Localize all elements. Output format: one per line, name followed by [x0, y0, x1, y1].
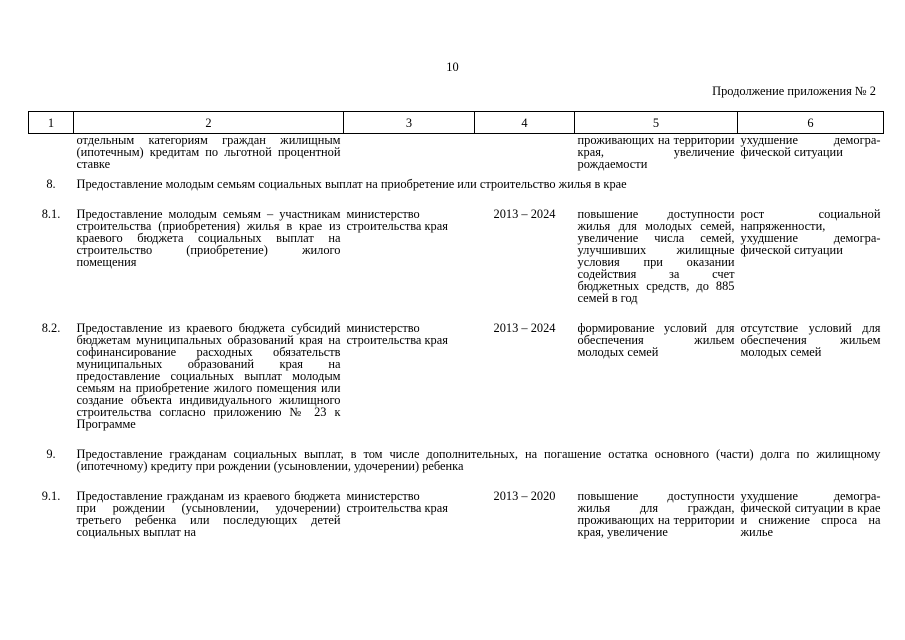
program-table: [28, 111, 884, 538]
section-row: [29, 448, 884, 472]
row-description: Предоставление гражданам из краевого бюджета при рождении (усыновлении, удочерении) третьего ребенка или последующих детей социальных выплат на: [76, 489, 341, 539]
row-result: повышение доступности жилья для молодых семей, увеличение числа семей, улучшивших жилищные условия при оказании содействия за счет бюджетных средств, до 885 семей в год: [577, 207, 735, 305]
table-row: [29, 490, 884, 538]
row-years: 2013 – 2024: [493, 207, 556, 221]
continuation-label: Продолжение приложения № 2: [712, 84, 876, 98]
row-years: 2013 – 2024: [493, 321, 556, 335]
row-number: 9.1.: [41, 489, 61, 503]
table-row: [29, 208, 884, 304]
page-number: 10: [446, 60, 459, 74]
row-consequence: рост социальной напряженности, ухудшение демографической ситуации: [740, 207, 881, 257]
row-result: повышение доступности жилья для граждан, проживающих на территории края, увеличение: [577, 489, 735, 539]
header-col-6: 6: [738, 112, 884, 134]
row-consequence: отсутствие условий для обеспечения жильем молодых семей: [740, 321, 881, 359]
row-executor: [344, 134, 475, 171]
row-description: Предоставление молодым семьям – участникам строительства (приобретения) жилья в крае из краевого бюджета социальных выплат на строительство (приобретение) жилого помещения: [76, 207, 341, 269]
table-row: [29, 134, 884, 171]
section-number: 8.: [46, 177, 56, 191]
row-description: отдельным категориям граждан жилищным (ипотечным) кредитам по льготной процентной ставке: [76, 133, 341, 171]
row-description: Предоставление из краевого бюджета субсидий бюджетам муниципальных образований края на софинансирование расходных обязательств муниципальных образований края на предоставление социальных выплат молодым семьям на приобретение жилого помещения или создание объекта индивидуального жилищного строительства согласно приложению № 23 к Программе: [76, 321, 341, 431]
section-title: Предоставление гражданам социальных выплат, в том числе дополнительных, на погашение остатка основного (части) долга по жилищному (ипотечному) кредиту при рождении (усыновлении, удочерении) ребенка: [76, 447, 881, 473]
section-number: 9.: [46, 447, 56, 461]
table-row: [29, 322, 884, 430]
section-row: [29, 178, 884, 190]
row-years: 2013 – 2020: [493, 489, 556, 503]
row-consequence: ухудшение демографической ситуации в крае и снижение спроса на жилье: [740, 489, 881, 539]
row-result: проживающих на территории края, увеличение рождаемости: [577, 133, 735, 171]
header-col-1: 1: [29, 112, 74, 134]
header-row: [29, 112, 884, 134]
row-number: 8.2.: [41, 321, 61, 335]
header-col-2: 2: [74, 112, 344, 134]
header-col-3: 3: [344, 112, 475, 134]
row-executor: министерство строительства края: [346, 321, 448, 347]
row-executor: министерство строительства края: [346, 207, 448, 233]
row-number: [29, 134, 74, 171]
row-number: 8.1.: [41, 207, 61, 221]
header-col-4: 4: [475, 112, 575, 134]
row-years: [475, 134, 575, 171]
row-executor: министерство строительства края: [346, 489, 448, 515]
section-title: Предоставление молодым семьям социальных выплат на приобретение или строительство жилья в крае: [76, 177, 627, 191]
row-result: формирование условий для обеспечения жильем молодых семей: [577, 321, 735, 359]
row-consequence: ухудшение демографической ситуации: [740, 133, 881, 159]
header-col-5: 5: [575, 112, 738, 134]
